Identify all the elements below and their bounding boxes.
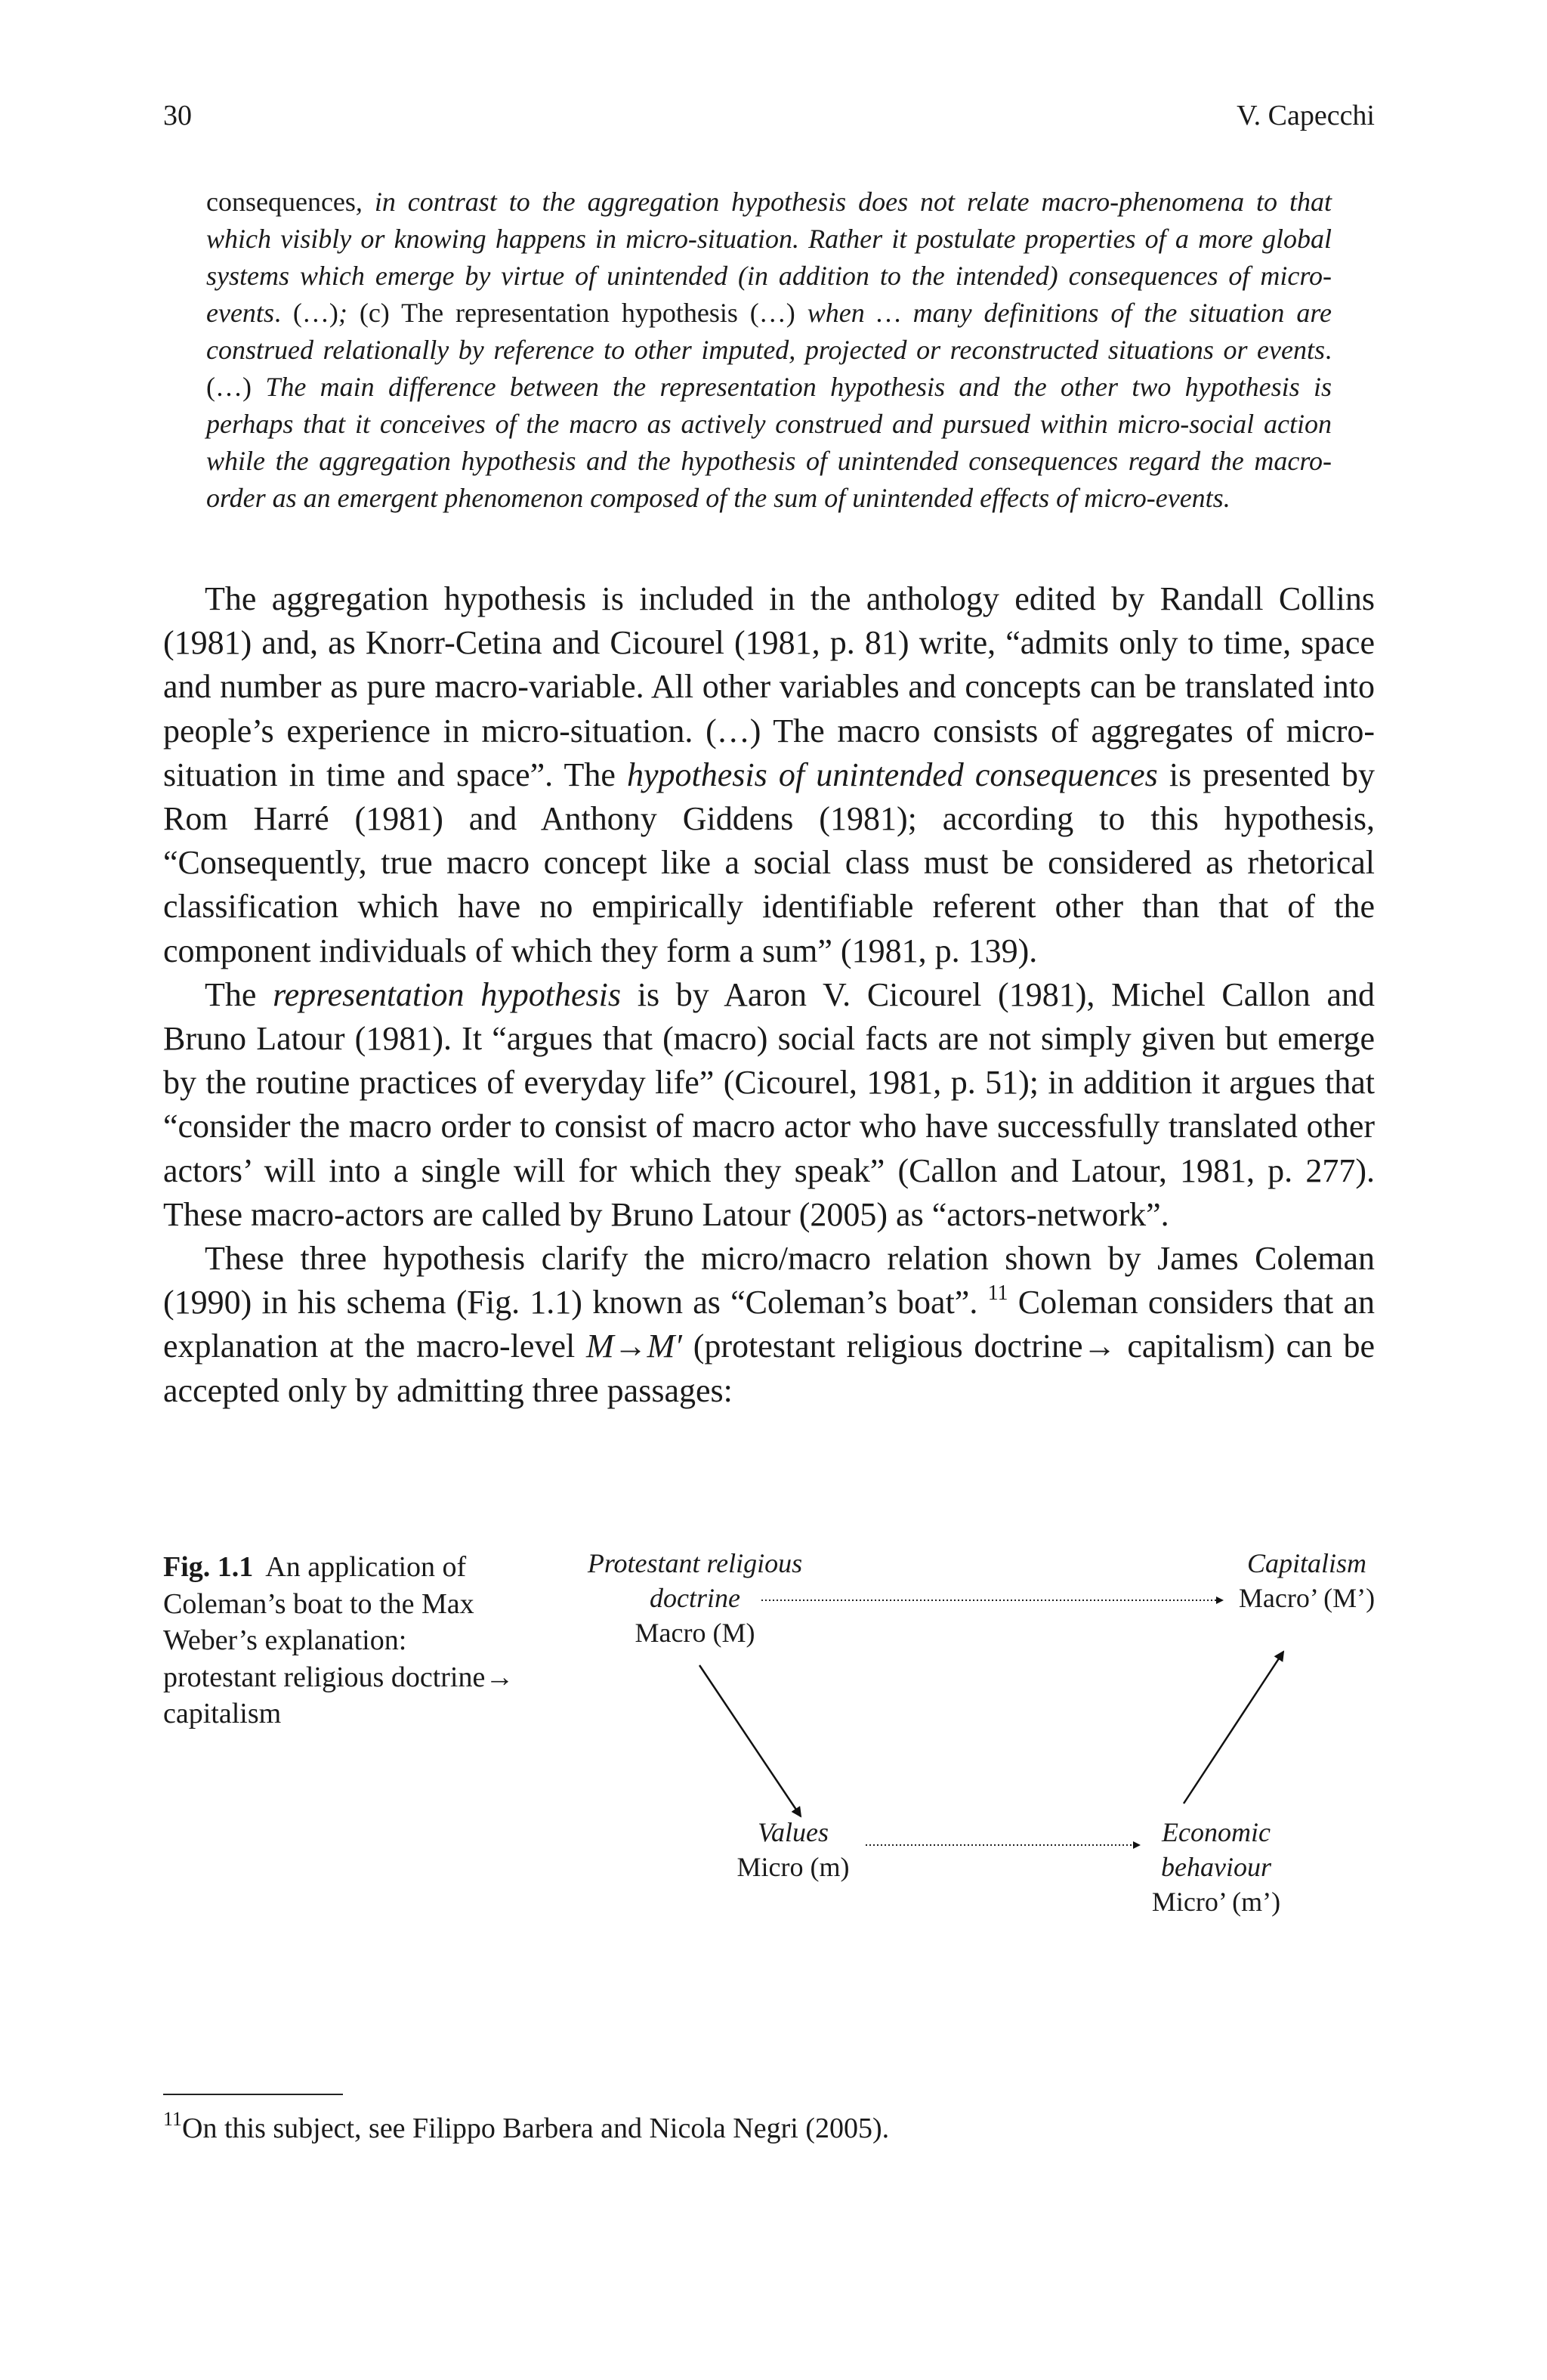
footnote-number: 11 xyxy=(163,2108,183,2130)
emphasis-representation-hypothesis: representation hypothesis xyxy=(273,975,621,1013)
node-macro-m xyxy=(574,1546,816,1650)
paragraph-aggregation xyxy=(163,577,1375,973)
quote-segment: ; xyxy=(338,298,360,328)
footnote-reference[interactable]: 11 xyxy=(987,1281,1008,1306)
figure-caption-text: An application of Coleman’s boat to the Max Weber’s explanation: protestant religious doctrine→ capitalism xyxy=(163,1551,514,1729)
node-level: Macro (M) xyxy=(635,1618,755,1648)
emphasis-unintended-consequences: hypothesis of unintended consequences xyxy=(627,756,1158,793)
quote-segment: when … many definitions of the situation are construed relationally by reference to other imputed, projected or reconstructed situations or events xyxy=(206,298,1332,365)
arrow-macro-to-micro xyxy=(699,1665,801,1816)
node-concept: Values xyxy=(758,1817,829,1847)
quote-segment: , in contrast to the aggregation hypothesis does not relate macro-phenomena to that which visibly or knowing happens in micro-situation. Rather it postulate properties of a more global systems which emerge by virtue of unintended (in addition to the intended) consequences of micro-events xyxy=(206,187,1332,328)
arrow-micro-prime-to-macro-prime xyxy=(1184,1652,1283,1804)
page-number: 30 xyxy=(163,100,192,131)
quote-segment: The main difference between the representation hypothesis and the other two hypothesis is perhaps that it conceives of the macro as actively construed and pursued within micro-social action while the aggregation hypothesis and the hypothesis of unintended consequences regard the macro-order as an emergent phenomenon composed of the sum of unintended effects of micro-events. xyxy=(206,372,1332,513)
paragraph-coleman xyxy=(163,1237,1375,1413)
text-segment: is presented by Rom Harré (1981) and Anthony Giddens (1981); according to this hypothesis, “Consequently, true macro concept like a social class must be considered as rhetorical classification which have no empirically identifiable referent other than that of the component individuals of which they form a sum” (1981, p. 139). xyxy=(163,756,1375,969)
node-macro-m-prime xyxy=(1209,1546,1405,1615)
quote-segment: consequences xyxy=(206,187,356,217)
node-concept: Economic behaviour xyxy=(1161,1817,1271,1882)
block-quote xyxy=(206,184,1332,517)
quote-segment: . (…) xyxy=(273,298,338,328)
text-segment: The xyxy=(205,975,273,1013)
node-micro-m xyxy=(718,1815,869,1884)
node-concept: Capitalism xyxy=(1246,1548,1367,1578)
footnote-text: On this subject, see Filippo Barbera and Nicola Negri (2005). xyxy=(182,2113,890,2144)
text-segment: The aggregation hypothesis is included in the anthology edited by Randall Collins (1981) and, as Knorr-Cetina and Cicourel (1981, p. 81) write, “admits only to time, space and number as pure macro-variable. All other variables and concepts can be translated into people’s experience in micro-situation. (…) The macro consists of aggregates of micro-situation in time and space”. The xyxy=(163,580,1375,793)
node-concept: Protestant religious doctrine xyxy=(587,1548,803,1613)
text-segment: is by Aaron V. Cicourel (1981), Michel Callon and Bruno Latour (1981). It “argues that (macro) social facts are not simply given but emerge by the routine practices of everyday life” (Cicourel, 1981, p. 51); in addition it argues that “consider the macro order to consist of macro actor who have successfully translated other actors’ will into a single will for which they speak” (Callon and Latour, 1981, p. 277). These macro-actors are called by Bruno Latour (2005) as “actors-network”. xyxy=(163,975,1376,1233)
body-text xyxy=(163,577,1375,1413)
footnote-divider xyxy=(163,2094,343,2095)
figure-coleman-boat xyxy=(0,1541,1547,1964)
node-level: Micro’ (m’) xyxy=(1151,1887,1281,1917)
quote-segment: (c) The representation hypothesis (…) xyxy=(359,298,807,328)
node-level: Macro’ (M’) xyxy=(1238,1583,1376,1613)
running-header xyxy=(163,97,1375,134)
text-segment: (protestant religious doctrine→ capitalism) can be accepted only by admitting three passages: xyxy=(163,1328,1375,1409)
node-level: Micro (m) xyxy=(736,1852,850,1882)
quote-segment: . (…) xyxy=(206,335,1332,402)
node-micro-m-prime xyxy=(1133,1815,1299,1919)
text-segment: Coleman considers that an explanation at the macro-level xyxy=(163,1284,1375,1365)
paragraph-representation xyxy=(163,973,1375,1237)
running-author: V. Capecchi xyxy=(1237,100,1375,131)
math-expression: M→M′ xyxy=(586,1328,682,1365)
footnote-11 xyxy=(163,2110,889,2147)
text-segment: These three hypothesis clarify the micro/macro relation shown by James Coleman (1990) in his schema (Fig. 1.1) known as “Coleman’s boat”. xyxy=(163,1240,1375,1321)
figure-label: Fig. 1.1 xyxy=(163,1551,254,1583)
